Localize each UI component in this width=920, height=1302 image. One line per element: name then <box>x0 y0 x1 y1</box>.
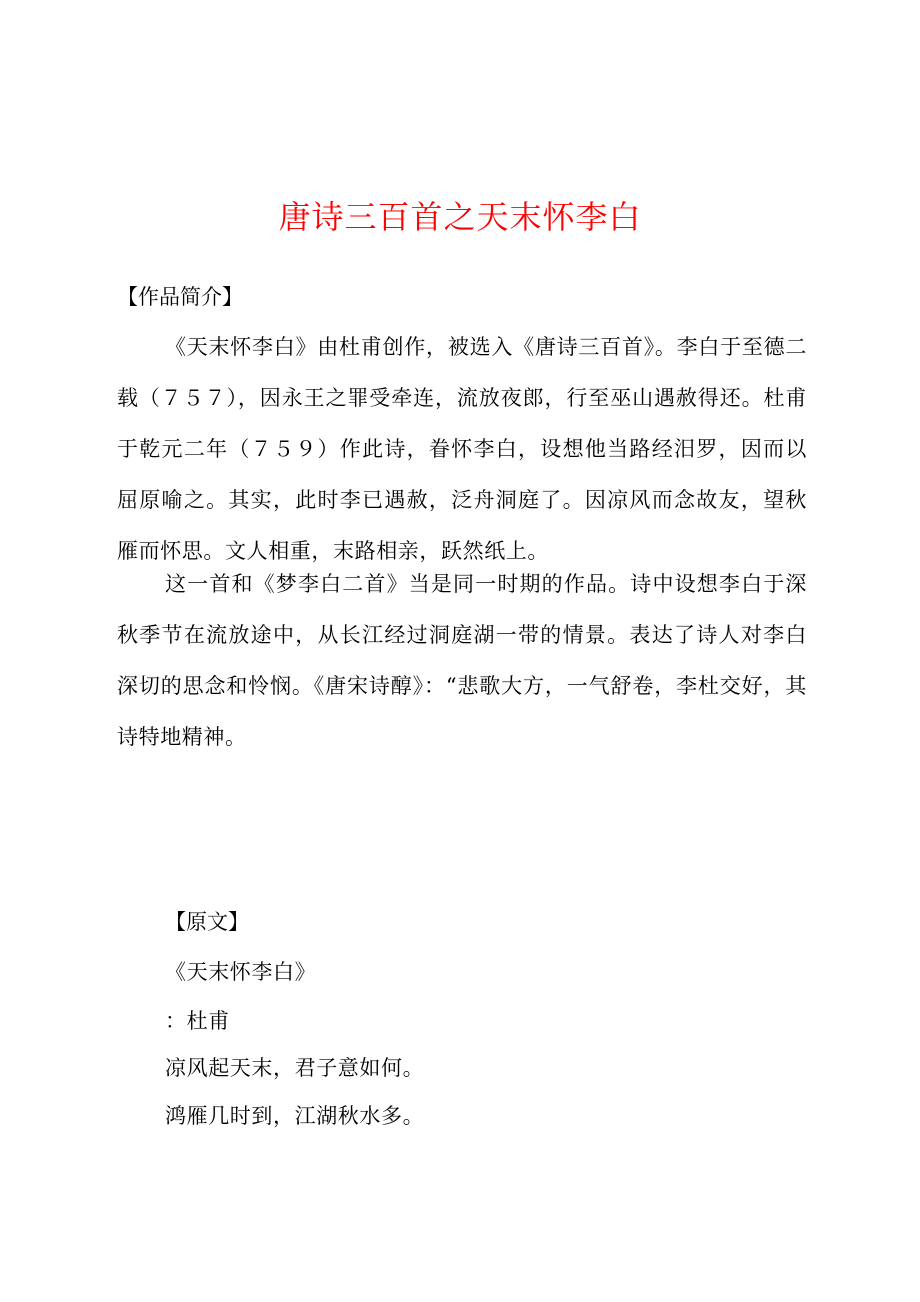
poem-line: 凉风起天末，君子意如何。 <box>165 1056 425 1080</box>
intro-section-label: 【作品简介】 <box>117 285 243 309</box>
poem-title: 《天末怀李白》 <box>165 960 317 984</box>
poem-line: 鸿雁几时到，江湖秋水多。 <box>165 1104 425 1128</box>
intro-paragraph-2: 这一首和《梦李白二首》当是同一时期的作品。诗中设想李白于深秋季节在流放途中，从长江经过洞庭湖一带的情景。表达了诗人对李白深切的思念和怜悯。《唐宋诗醇》：“悲歌大方，一气舒卷，李杜交好，其诗特地精神。 <box>117 572 807 749</box>
poem-author: ：杜甫 <box>165 1009 230 1033</box>
intro-paragraph-1: 《天末怀李白》由杜甫创作，被选入《唐诗三百首》。李白于至德二载（７５７），因永王之罪受牵连，流放夜郎，行至巫山遇赦得还。杜甫于乾元二年（７５９）作此诗，眷怀李白，设想他当路经汨罗，因而以屈原喻之。其实，此时李已遇赦，泛舟洞庭了。因凉风而念故友，望秋雁而怀思。文人相重，末路相亲，跃然纸上。 <box>117 335 807 563</box>
page-title: 唐诗三百首之天末怀李白 <box>278 198 642 236</box>
original-section-label: 【原文】 <box>165 910 249 934</box>
